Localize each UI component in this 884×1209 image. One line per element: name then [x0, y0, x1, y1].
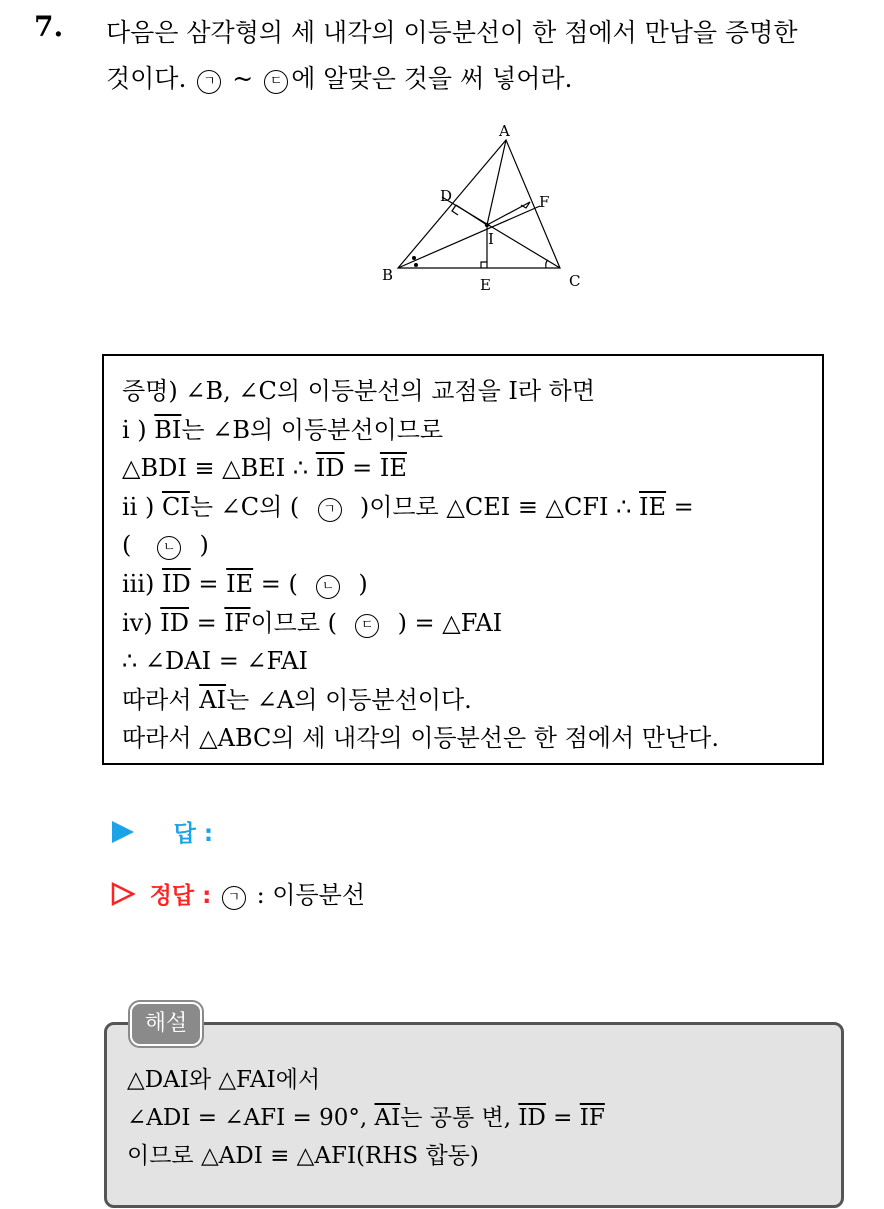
circled-mark-a: ㄱ: [318, 498, 342, 522]
answer-label: 답 :: [173, 821, 214, 847]
segment-overline: $\overline{IF}$: [579, 1105, 605, 1131]
proof-text: 는 ∠B의 이등분선이므로: [181, 415, 444, 444]
step-number: i ): [122, 415, 155, 444]
proof-box: [102, 354, 824, 765]
segment-ai: [487, 140, 506, 225]
step-number: iii): [122, 569, 163, 598]
outline-arrow-icon: [110, 881, 136, 907]
segment-overline: $\overline{ID}$: [162, 569, 191, 598]
proof-text: 이므로 (: [250, 608, 338, 637]
segment-overline: $\overline{ID}$: [518, 1105, 546, 1131]
proof-line-9: [122, 681, 822, 720]
proof-line-1: 증명) ∠B, ∠C의 이등분선의 교점을 I라 하면: [122, 377, 596, 405]
label-b: B: [382, 266, 394, 284]
question-text-part: 에 알맞은 것을 써 넣어라.: [291, 64, 573, 93]
proof-text: △BDI ≡ △BEI ∴: [122, 454, 316, 483]
label-d: D: [440, 187, 453, 205]
solution-line-3: 이므로 △ADI ≡ △AFI(RHS 합동): [127, 1143, 479, 1169]
solution-text: =: [545, 1105, 580, 1131]
question-text: [106, 10, 866, 102]
circled-mark-c: ㄷ: [264, 70, 288, 94]
segment-overline: $\overline{IE}$: [639, 492, 667, 521]
segment-overline: $\overline{IF}$: [224, 608, 251, 637]
proof-line-3: [122, 449, 822, 488]
proof-line-10: 따라서 △ABC의 세 내각의 이등분선은 한 점에서 만난다.: [122, 724, 719, 753]
triangle-figure: [370, 118, 600, 296]
proof-text: ) = △FAI: [397, 608, 503, 637]
segment-overline: $\overline{ID}$: [160, 608, 189, 637]
circled-mark-a: ㄱ: [197, 70, 221, 94]
proof-text: =: [666, 492, 694, 521]
proof-text: ): [358, 569, 368, 598]
segment-id: [456, 205, 487, 225]
proof-text: 따라서: [122, 685, 200, 714]
circled-mark-b: ㄴ: [157, 536, 181, 560]
question-line-1: 다음은 삼각형의 세 내각의 이등분선이 한 점에서 만남을 증명한: [106, 18, 798, 47]
label-i: I: [488, 230, 494, 248]
proof-line-6: [122, 565, 822, 604]
proof-text: =: [190, 569, 227, 598]
segment-overline: $\overline{BI}$: [154, 415, 182, 444]
right-angle-e: [481, 262, 487, 268]
correct-answer-text: : 이등분선: [248, 881, 366, 909]
bisector-b: [398, 206, 540, 268]
circled-mark-b: ㄴ: [316, 575, 340, 599]
segment-overline: $\overline{AI}$: [374, 1105, 401, 1131]
step-number: ii ): [122, 492, 162, 521]
solution-text: ∠ADI = ∠AFI = 90°,: [127, 1105, 375, 1131]
segment-overline: $\overline{IE}$: [379, 454, 407, 483]
play-arrow-icon: [110, 819, 136, 845]
answer-row: [110, 815, 213, 848]
proof-text: =: [188, 608, 225, 637]
label-a: A: [499, 122, 510, 140]
proof-text: =: [344, 454, 380, 483]
solution-line-2: [127, 1099, 841, 1137]
proof-line-8: ∴ ∠DAI = ∠FAI: [122, 647, 308, 676]
circled-mark-a: ㄱ: [222, 886, 246, 910]
circled-mark-c: ㄷ: [355, 614, 379, 638]
tilde: ~: [224, 64, 262, 93]
proof-text: ): [199, 531, 209, 560]
segment-overline: $\overline{CI}$: [161, 492, 190, 521]
proof-text: )이므로 △CEI ≡ △CFI ∴: [359, 492, 640, 521]
question-number: 7.: [34, 10, 64, 43]
segment-overline: $\overline{IE}$: [226, 569, 254, 598]
correct-answer-row: [110, 875, 365, 910]
proof-text: 는 ∠C의 (: [189, 492, 300, 521]
proof-line-5: [122, 526, 822, 565]
solution-box: [104, 1022, 844, 1208]
solution-line-1: △DAI와 △FAI에서: [127, 1067, 321, 1093]
incenter-dot: [485, 223, 489, 227]
question-line-2: [106, 56, 866, 102]
label-c: C: [569, 272, 581, 290]
angle-mark-b1: [412, 256, 416, 260]
angle-mark-b2: [414, 263, 418, 267]
label-f: F: [539, 193, 550, 211]
triangle-abc: [398, 140, 560, 268]
proof-text: 는 ∠A의 이등분선이다.: [226, 685, 472, 714]
step-number: iv): [122, 608, 161, 637]
segment-overline: $\overline{AI}$: [199, 685, 226, 714]
proof-line-2: [122, 411, 822, 450]
solution-tab: 해설: [130, 1002, 202, 1046]
proof-line-4: [122, 488, 822, 527]
correct-answer-label: 정답 :: [149, 883, 212, 909]
proof-text: (: [122, 531, 132, 560]
solution-text: 는 공통 변,: [400, 1105, 519, 1131]
question-text-part: 것이다.: [106, 64, 195, 93]
segment-overline: $\overline{ID}$: [315, 454, 345, 483]
label-e: E: [480, 276, 491, 294]
proof-text: = (: [253, 569, 298, 598]
proof-line-7: [122, 604, 822, 643]
